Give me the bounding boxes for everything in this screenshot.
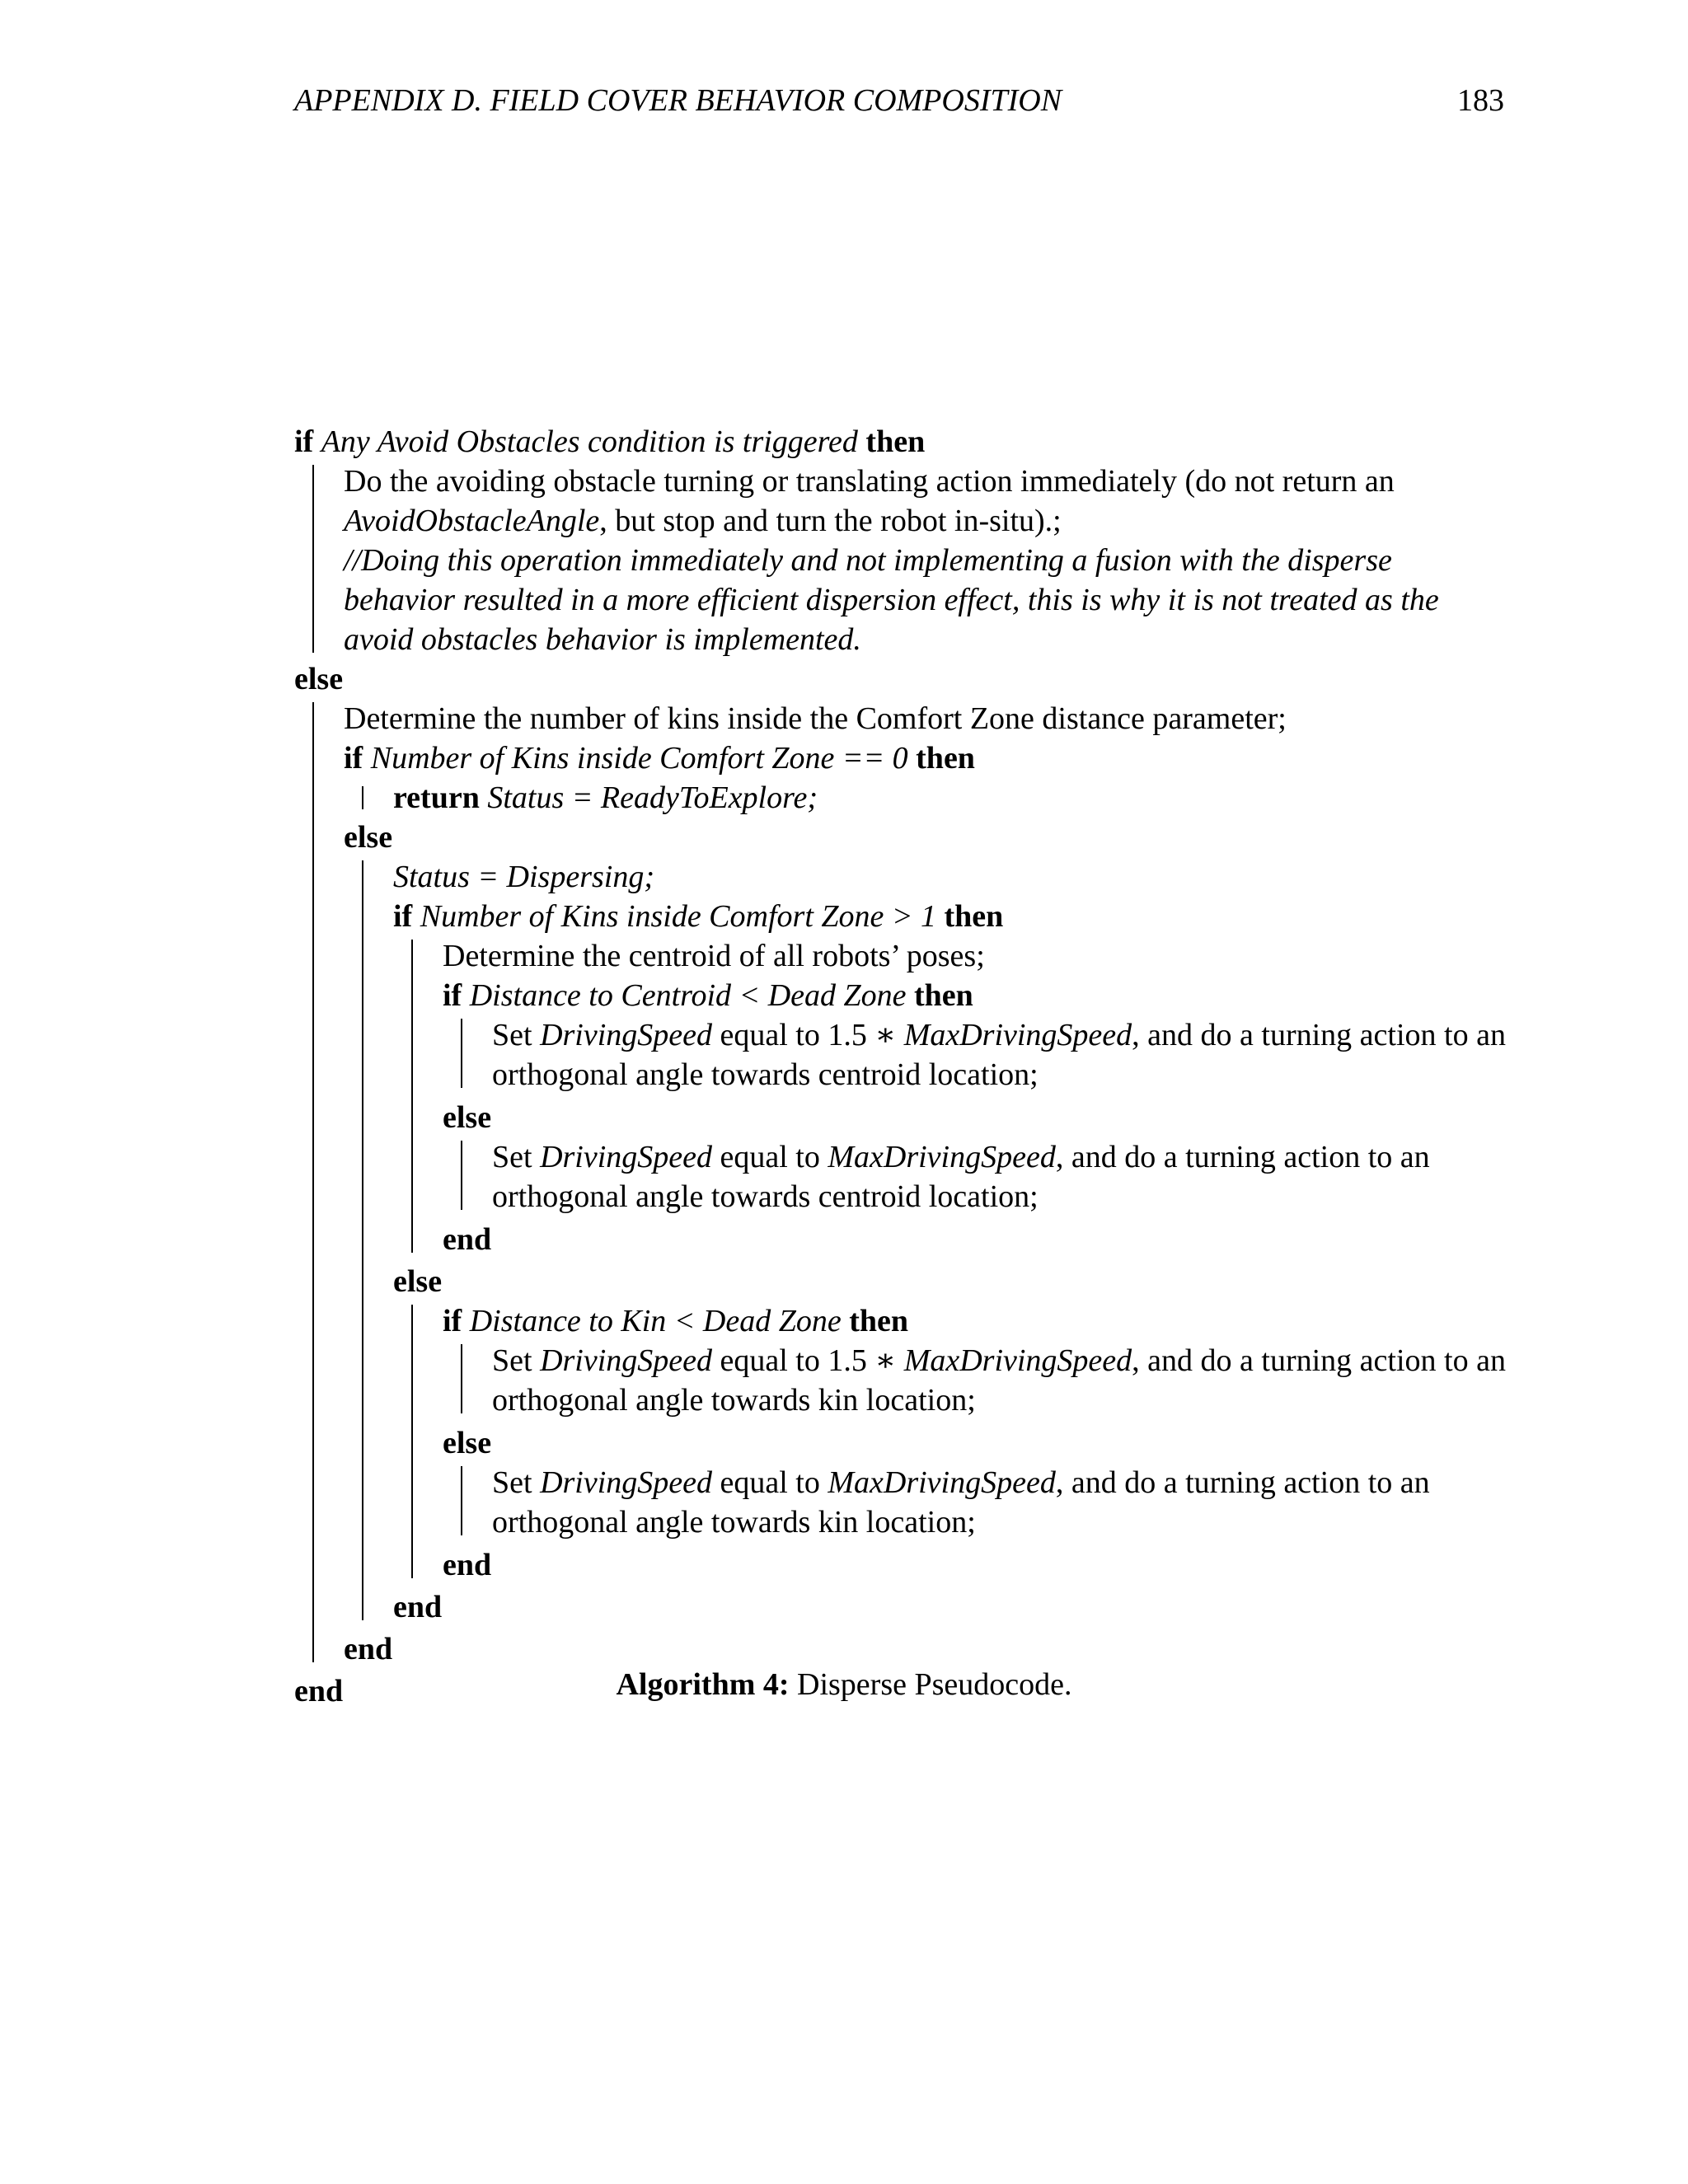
driving-speed-var: DrivingSpeed bbox=[540, 1465, 713, 1500]
if-kin-line bbox=[443, 1301, 1510, 1341]
page-number: 183 bbox=[1457, 83, 1504, 118]
else-line bbox=[393, 1262, 1510, 1301]
return-expr: Status = ReadyToExplore; bbox=[487, 780, 818, 815]
return-line bbox=[393, 778, 1510, 818]
if-avoid-line bbox=[294, 422, 1510, 462]
kw-end: end bbox=[393, 1590, 443, 1624]
condition-avoid: Any Avoid Obstacles condition is triggered bbox=[321, 424, 858, 459]
driving-speed-var: DrivingSpeed bbox=[540, 1140, 713, 1174]
kw-else: else bbox=[393, 1264, 443, 1299]
equal-to: equal to bbox=[720, 1140, 820, 1174]
centroid-then-block bbox=[492, 1015, 1510, 1094]
avoid-text-1: Do the avoiding obstacle turning or translating action immediately (do not return an bbox=[344, 464, 1395, 499]
kin-then-block bbox=[492, 1341, 1510, 1420]
avoid-block bbox=[344, 462, 1510, 659]
condition-kin: Distance to Kin < Dead Zone bbox=[469, 1304, 842, 1338]
chapter-title: APPENDIX D. FIELD COVER BEHAVIOR COMPOSITION bbox=[294, 83, 1062, 118]
algorithm-block bbox=[294, 422, 1510, 1711]
driving-speed-var: DrivingSpeed bbox=[540, 1343, 713, 1378]
if-centroid-line bbox=[443, 976, 1510, 1015]
kw-end: end bbox=[443, 1222, 492, 1257]
kw-if: if bbox=[443, 1304, 462, 1338]
dispersing-block bbox=[393, 857, 1510, 1627]
equal-to: equal to bbox=[720, 1018, 820, 1052]
max-speed-var: MaxDrivingSpeed bbox=[828, 1465, 1056, 1500]
condition-more-one: Number of Kins inside Comfort Zone > 1 bbox=[420, 899, 937, 934]
else-line bbox=[294, 659, 1510, 699]
kw-if: if bbox=[443, 978, 462, 1013]
determine-centroid: Determine the centroid of all robots’ poses; bbox=[443, 939, 985, 973]
kw-then: then bbox=[914, 978, 973, 1013]
else-line bbox=[344, 818, 1510, 857]
kw-then: then bbox=[944, 899, 1004, 934]
avoid-statement bbox=[344, 462, 1510, 541]
algorithm-caption bbox=[0, 1665, 1688, 1704]
status-dispersing: Status = Dispersing; bbox=[393, 860, 654, 894]
set-speed-centroid-normal bbox=[492, 1137, 1510, 1216]
if-more-one-line bbox=[393, 897, 1510, 936]
turn-text: , and do a turning action to an orthogonal angle towards kin location; bbox=[492, 1343, 1506, 1418]
else-block bbox=[344, 699, 1510, 1669]
caption-label: Algorithm 4: bbox=[616, 1667, 790, 1702]
kw-if: if bbox=[393, 899, 413, 934]
kw-else: else bbox=[443, 1426, 492, 1460]
condition-zero: Number of Kins inside Comfort Zone == 0 bbox=[370, 741, 908, 776]
speed-factor: 1.5 ∗ bbox=[828, 1343, 897, 1378]
centroid-else-block bbox=[492, 1137, 1510, 1216]
set-word: Set bbox=[492, 1343, 532, 1378]
max-speed-var: MaxDrivingSpeed bbox=[903, 1018, 1132, 1052]
set-word: Set bbox=[492, 1140, 532, 1174]
kw-else: else bbox=[443, 1100, 492, 1135]
kw-end: end bbox=[344, 1632, 393, 1666]
turn-text: , and do a turning action to an orthogonal angle towards kin location; bbox=[492, 1465, 1430, 1540]
set-word: Set bbox=[492, 1465, 532, 1500]
else-line bbox=[443, 1423, 1510, 1463]
equal-to: equal to bbox=[720, 1343, 820, 1378]
avoid-text-2: , but stop and turn the robot in-situ).; bbox=[599, 504, 1062, 538]
kw-if: if bbox=[294, 424, 314, 459]
avoid-comment: //Doing this operation immediately and not implementing a fusion with the disperse behavior resulted in a more efficient dispersion effect, this is why it is not treated as the avoid obstacles behavior is implemented. bbox=[344, 543, 1439, 657]
kw-then: then bbox=[916, 741, 975, 776]
kw-end: end bbox=[443, 1548, 492, 1582]
turn-text: , and do a turning action to an orthogonal angle towards centroid location; bbox=[492, 1018, 1506, 1092]
end-line bbox=[443, 1220, 1510, 1259]
turn-text: , and do a turning action to an orthogonal angle towards centroid location; bbox=[492, 1140, 1430, 1214]
return-block bbox=[393, 778, 1510, 818]
else-line bbox=[443, 1098, 1510, 1137]
set-speed-kin-fast bbox=[492, 1341, 1510, 1420]
driving-speed-var: DrivingSpeed bbox=[540, 1018, 713, 1052]
running-header bbox=[294, 81, 1504, 120]
caption-text: Disperse Pseudocode. bbox=[797, 1667, 1072, 1702]
kw-else: else bbox=[294, 662, 344, 696]
kw-if: if bbox=[344, 741, 363, 776]
speed-factor: 1.5 ∗ bbox=[828, 1018, 897, 1052]
set-speed-centroid-fast bbox=[492, 1015, 1510, 1094]
end-line bbox=[393, 1587, 1510, 1627]
max-speed-var: MaxDrivingSpeed bbox=[828, 1140, 1056, 1174]
avoid-var: AvoidObstacleAngle bbox=[344, 504, 600, 538]
kin-else-block bbox=[492, 1463, 1510, 1542]
kw-else: else bbox=[344, 820, 393, 855]
end-line bbox=[443, 1545, 1510, 1585]
centroid-block bbox=[443, 936, 1510, 1259]
kw-end: end bbox=[294, 1674, 344, 1708]
kin-block bbox=[443, 1301, 1510, 1585]
condition-centroid: Distance to Centroid < Dead Zone bbox=[469, 978, 907, 1013]
kw-then: then bbox=[849, 1304, 909, 1338]
equal-to: equal to bbox=[720, 1465, 820, 1500]
if-zero-line bbox=[344, 738, 1510, 778]
kw-return: return bbox=[393, 780, 480, 815]
set-word: Set bbox=[492, 1018, 532, 1052]
determine-kins: Determine the number of kins inside the Comfort Zone distance parameter; bbox=[344, 701, 1287, 736]
set-speed-kin-normal bbox=[492, 1463, 1510, 1542]
kw-then: then bbox=[865, 424, 926, 459]
max-speed-var: MaxDrivingSpeed bbox=[903, 1343, 1132, 1378]
end-line bbox=[344, 1629, 1510, 1669]
